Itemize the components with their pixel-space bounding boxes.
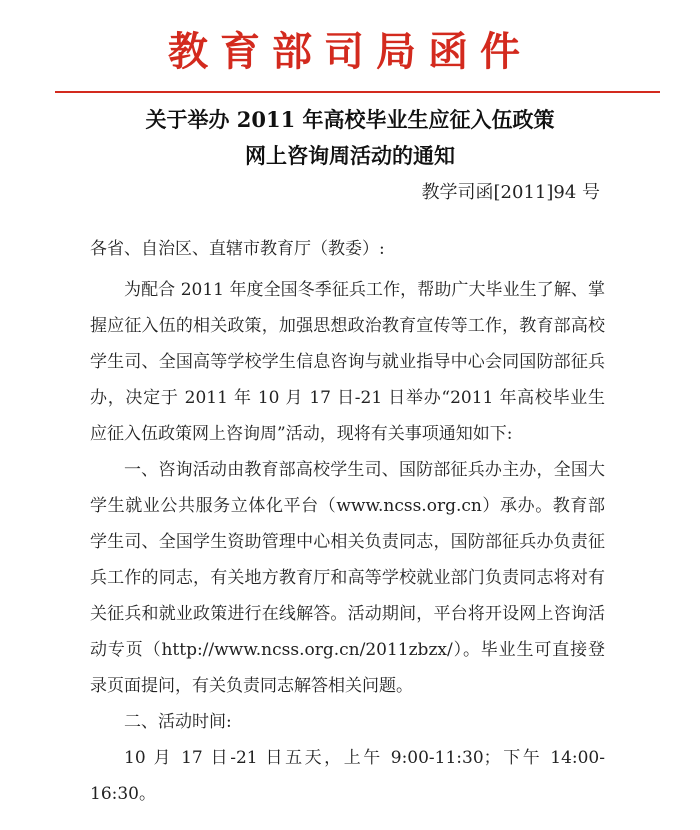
paragraph-text: 10 月 17 日-21 日五天，上午 9:00-11:30；下午 14:00-16:30。 — [90, 748, 605, 804]
paragraph-intro — [90, 272, 605, 452]
document-title-line1: 关于举办 2011 年高校毕业生应征入伍政策 — [145, 107, 555, 132]
paragraph-text: 二、活动时间: — [124, 712, 232, 732]
paragraph-section-2-heading — [90, 704, 605, 740]
letterhead-title: 教育部司局函件 — [168, 29, 532, 75]
paragraph-activity-time — [90, 740, 605, 812]
document-title-line2: 网上咨询周活动的通知 — [245, 143, 455, 168]
document-number: 教学司函[2011]94 号 — [421, 182, 600, 203]
paragraph-text: 一、咨询活动由教育部高校学生司、国防部征兵办主办，全国大学生就业公共服务立体化平台（www.ncss.org.cn）承办。教育部学生司、全国学生资助管理中心相关负责同志，国防部征兵办负责征兵工作的同志，有关地方教育厅和高等学校就业部门负责同志将对有关征兵和就业政策进行在线解答。活动期间，平台将开设网上咨询活动专页（http://www.ncss.org.cn/2011zbzx/）。毕业生可直接登录页面提问，有关负责同志解答相关问题。 — [90, 460, 605, 696]
salutation: 各省、自治区、直辖市教育厅（教委）: — [90, 239, 385, 259]
paragraph-text: 为配合 2011 年度全国冬季征兵工作，帮助广大毕业生了解、掌握应征入伍的相关政策，加强思想政治教育宣传等工作，教育部高校学生司、全国高等学校学生信息咨询与就业指导中心会同国防部征兵办，决定于 2011 年 10 月 17 日-21 日举办“2011 年高校毕业生应征入伍政策网上咨询周”活动，现将有关事项通知如下: — [90, 280, 605, 444]
paragraph-section-1 — [90, 452, 605, 704]
letterhead-divider — [55, 91, 660, 93]
